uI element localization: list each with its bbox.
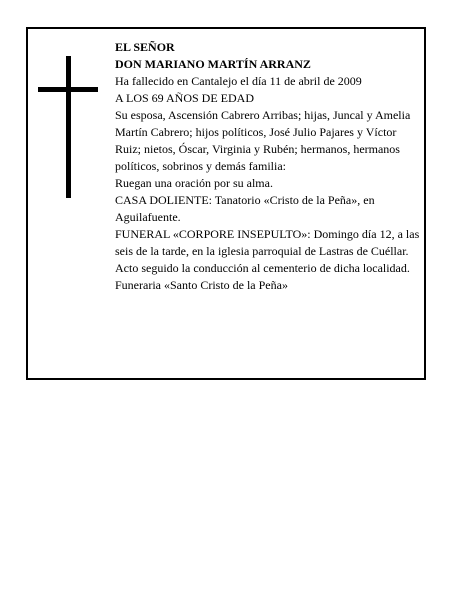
family-statement: Su esposa, Ascensión Cabrero Arribas; hijas, Juncal y Amelia Martín Cabrero; hijos políticos, José Julio Pajares y Víctor Ruiz; nietos, Óscar, Virginia y Rubén; hermanos, hermanos políticos, sobrinos y demás familia: xyxy=(115,108,411,173)
notice-text xyxy=(115,39,420,294)
funeral-details: FUNERAL «CORPORE INSEPULTO»: Domingo día 12, a las seis de la tarde, en la iglesia parroquial de Lastras de Cuéllar. Acto seguido la conducción al cementerio de dicha localidad. xyxy=(115,227,420,275)
age-statement: A LOS 69 AÑOS DE EDAD xyxy=(115,91,255,105)
prayer-request: Ruegan una oración por su alma. xyxy=(115,176,273,190)
notice-title-line-1: EL SEÑOR xyxy=(115,40,175,54)
death-statement: Ha fallecido en Cantalejo el día 11 de abril de 2009 xyxy=(115,74,362,88)
latin-cross-icon xyxy=(38,56,98,198)
obituary-notice xyxy=(26,27,426,380)
funeral-home: Funeraria «Santo Cristo de la Peña» xyxy=(115,278,288,292)
cross-vertical-bar xyxy=(66,56,71,198)
mourning-house: CASA DOLIENTE: Tanatorio «Cristo de la Peña», en Aguilafuente. xyxy=(115,193,375,224)
cross-horizontal-bar xyxy=(38,87,98,92)
deceased-name: DON MARIANO MARTÍN ARRANZ xyxy=(115,57,311,71)
